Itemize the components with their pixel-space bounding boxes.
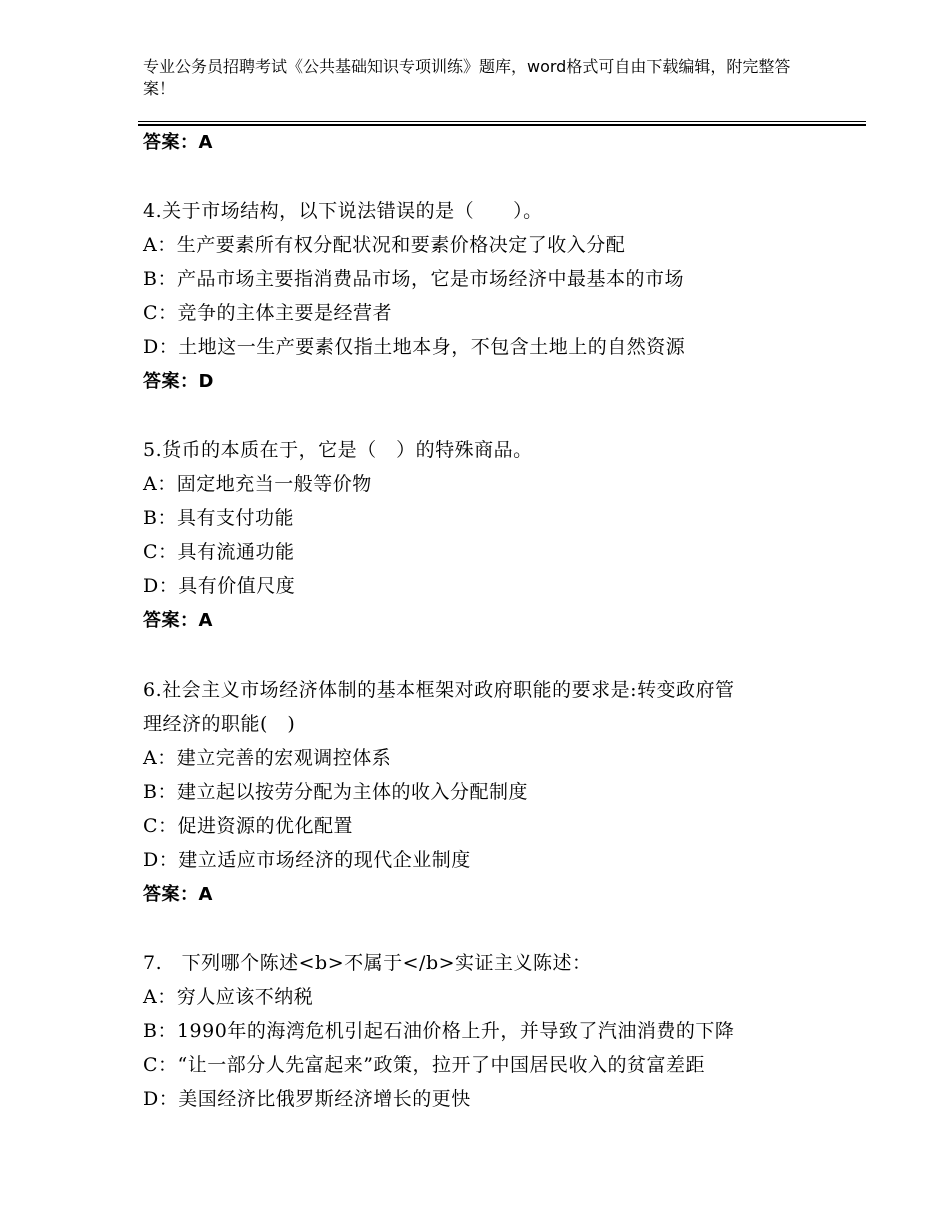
question-4-option-c: C：竞争的主体主要是经营者: [143, 302, 393, 324]
question-5-option-b: B：具有支付功能: [143, 507, 294, 529]
question-7-option-b: B：1990年的海湾危机引起石油价格上升，并导致了汽油消费的下降: [143, 1020, 735, 1042]
question-6-option-c: C：促进资源的优化配置: [143, 815, 354, 837]
question-6-stem-line2: 理经济的职能( ): [143, 713, 296, 735]
question-5-option-a: A：固定地充当一般等价物: [143, 473, 372, 495]
question-7-option-d: D：美国经济比俄罗斯经济增长的更快: [143, 1088, 471, 1110]
question-6-answer: 答案：A: [143, 884, 213, 905]
question-5-stem: 5.货币的本质在于，它是（ ）的特殊商品。: [143, 439, 533, 461]
answer-label: 答案：A: [143, 132, 213, 153]
question-4-option-a: A：生产要素所有权分配状况和要素价格决定了收入分配: [143, 234, 626, 256]
question-4-option-d: D：土地这一生产要素仅指土地本身，不包含土地上的自然资源: [143, 336, 686, 358]
question-7-option-c: C：“让一部分人先富起来”政策，拉开了中国居民收入的贫富差距: [143, 1054, 705, 1076]
question-6-option-a: A：建立完善的宏观调控体系: [143, 747, 392, 769]
question-5-option-c: C：具有流通功能: [143, 541, 295, 563]
question-4-answer: 答案：D: [143, 371, 214, 392]
question-6-option-b: B：建立起以按劳分配为主体的收入分配制度: [143, 781, 528, 803]
question-6-stem-line1: 6.社会主义市场经济体制的基本框架对政府职能的要求是:转变政府管: [143, 679, 735, 701]
question-7-stem: 7. 下列哪个陈述<b>不属于</b>实证主义陈述：: [143, 952, 592, 974]
page-header: 专业公务员招聘考试《公共基础知识专项训练》题库，word格式可自由下载编辑，附完整答案！: [143, 57, 791, 98]
question-5-option-d: D：具有价值尺度: [143, 575, 296, 597]
header-divider-thick: [138, 124, 866, 126]
question-4-stem: 4.关于市场结构，以下说法错误的是（ ）。: [143, 200, 543, 222]
question-5-answer: 答案：A: [143, 610, 213, 631]
question-7-option-a: A：穷人应该不纳税: [143, 986, 314, 1008]
header-divider: [138, 121, 866, 122]
question-4-option-b: B：产品市场主要指消费品市场，它是市场经济中最基本的市场: [143, 268, 684, 290]
question-6-option-d: D：建立适应市场经济的现代企业制度: [143, 849, 471, 871]
